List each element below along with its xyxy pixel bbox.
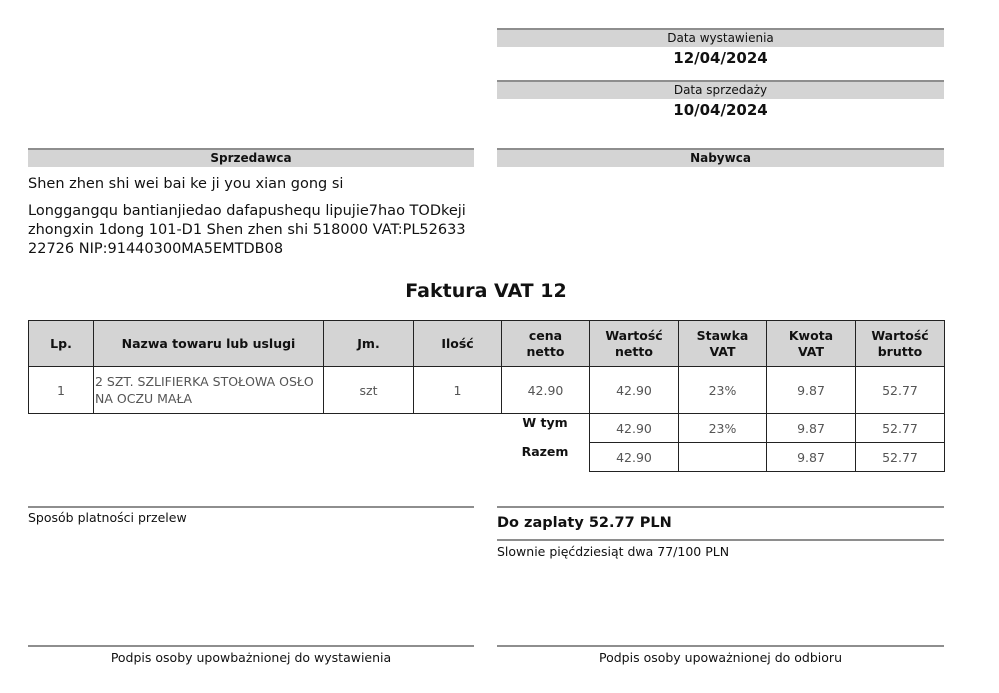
razem-net-value: 42.90 bbox=[590, 443, 679, 472]
issue-date-value: 12/04/2024 bbox=[673, 49, 768, 67]
seller-address: Longgangqu bantianjiedao dafapushequ lipujie7hao TODkeji zhongxin 1dong 101-D1 Shen zhen shi 518000 VAT:PL52633 22726 NIP:91440300MA5EMTDB08 bbox=[28, 203, 466, 257]
issuer-signature-label: Podpis osoby upowbażnionej do wystawienia bbox=[110, 650, 392, 665]
payment-divider-right bbox=[497, 506, 944, 508]
row-vat-amount: 9.87 bbox=[767, 367, 856, 414]
row-net-price: 42.90 bbox=[502, 367, 590, 414]
col-qty: Ilość bbox=[414, 321, 502, 367]
row-gross: 52.77 bbox=[856, 367, 945, 414]
payment-divider-left bbox=[28, 506, 474, 508]
w-tym-vat-amount: 9.87 bbox=[767, 414, 856, 443]
sale-date-value: 10/04/2024 bbox=[673, 101, 768, 119]
amount-divider bbox=[497, 539, 944, 541]
row-vat-rate: 23% bbox=[679, 367, 767, 414]
w-tym-gross: 52.77 bbox=[856, 414, 945, 443]
row-name: 2 SZT. SZLIFIERKA STOŁOWA OSŁO NA OCZU MAŁA bbox=[94, 367, 324, 414]
razem-gross: 52.77 bbox=[856, 443, 945, 472]
w-tym-row bbox=[590, 414, 945, 443]
col-vat-rate: Stawka VAT bbox=[679, 321, 767, 367]
receiver-signature-line bbox=[497, 645, 944, 647]
w-tym-net-value: 42.90 bbox=[590, 414, 679, 443]
buyer-header: Nabywca bbox=[497, 148, 944, 167]
col-vat-amount: Kwota VAT bbox=[767, 321, 856, 367]
amount-in-words: Slownie pięćdziesiąt dwa 77/100 PLN bbox=[497, 544, 730, 559]
row-net-value: 42.90 bbox=[590, 367, 679, 414]
seller-header: Sprzedawca bbox=[28, 148, 474, 167]
summary-table bbox=[589, 413, 945, 472]
razem-vat-amount: 9.87 bbox=[767, 443, 856, 472]
issue-date-label: Data wystawienia bbox=[497, 28, 944, 47]
items-table bbox=[28, 320, 945, 414]
col-net-price: cena netto bbox=[502, 321, 590, 367]
razem-vat-rate bbox=[679, 443, 767, 472]
col-unit: Jm. bbox=[324, 321, 414, 367]
col-lp: Lp. bbox=[29, 321, 94, 367]
seller-name: Shen zhen shi wei bai ke ji you xian gong si bbox=[28, 176, 344, 192]
row-qty: 1 bbox=[414, 367, 502, 414]
razem-row bbox=[590, 443, 945, 472]
invoice-title: Faktura VAT 12 bbox=[405, 280, 567, 302]
col-gross: Wartość brutto bbox=[856, 321, 945, 367]
col-net-value: Wartość netto bbox=[590, 321, 679, 367]
items-header-row bbox=[29, 321, 945, 367]
w-tym-label: W tym bbox=[522, 415, 568, 430]
amount-to-pay: Do zaplaty 52.77 PLN bbox=[497, 515, 672, 531]
sale-date-label: Data sprzedaży bbox=[497, 80, 944, 99]
issuer-signature-line bbox=[28, 645, 474, 647]
row-lp: 1 bbox=[29, 367, 94, 414]
col-name: Nazwa towaru lub uslugi bbox=[94, 321, 324, 367]
razem-label: Razem bbox=[521, 444, 569, 459]
receiver-signature-label: Podpis osoby upoważnionej do odbioru bbox=[599, 650, 842, 665]
payment-method: Sposób platności przelew bbox=[28, 510, 187, 525]
table-row bbox=[29, 367, 945, 414]
row-unit: szt bbox=[324, 367, 414, 414]
w-tym-vat-rate: 23% bbox=[679, 414, 767, 443]
